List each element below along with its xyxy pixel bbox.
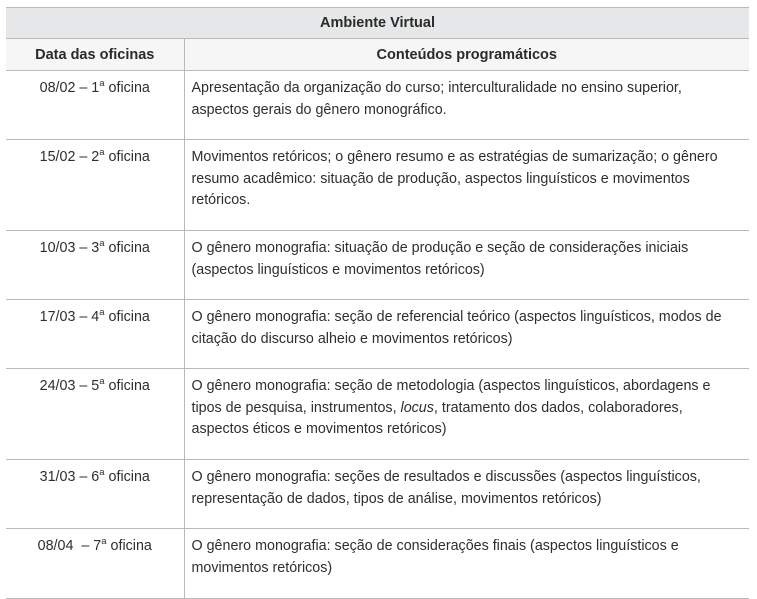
date-cell	[6, 71, 184, 140]
schedule-table-container	[6, 7, 749, 599]
date-label: oficina	[104, 149, 150, 165]
content-italic-term: locus	[400, 399, 434, 416]
content-cell: O gênero monografia: seção de considerações finais (aspectos linguísticos e movimentos retóricos)	[184, 529, 749, 599]
content-cell: O gênero monografia: seção de referencial teórico (aspectos linguísticos, modos de citação do discurso alheio e movimentos retóricos)	[184, 300, 749, 369]
ordinal-suffix: a	[99, 467, 105, 479]
date-label: oficina	[104, 378, 150, 394]
table-title-row	[6, 8, 749, 39]
date-label: oficina	[104, 80, 150, 96]
date-label: oficina	[106, 538, 152, 554]
date-label: oficina	[104, 469, 150, 485]
content-text: O gênero monografia: seção de metodologia (aspectos linguísticos, abordagens e tipos de pesquisa, instrumentos,	[191, 378, 711, 416]
content-cell: O gênero monografia: situação de produção e seção de considerações iniciais (aspectos linguísticos e movimentos retóricos)	[184, 231, 749, 300]
content-text: , tratamento dos dados, colaboradores, aspectos éticos e movimentos retóricos)	[191, 399, 683, 437]
table-row	[6, 369, 749, 460]
ordinal-suffix: a	[99, 78, 105, 90]
ordinal-suffix: a	[99, 376, 105, 388]
table-row	[6, 300, 749, 369]
ordinal-suffix: a	[99, 307, 105, 319]
ordinal-suffix: a	[99, 147, 105, 159]
content-cell	[184, 369, 749, 460]
table-row	[6, 529, 749, 599]
date-cell	[6, 460, 184, 529]
date-text: 31/03 – 6	[39, 469, 100, 485]
date-cell	[6, 231, 184, 300]
table-row	[6, 140, 749, 231]
table-row	[6, 460, 749, 529]
date-text: 17/03 – 4	[39, 309, 100, 325]
date-text: 15/02 – 2	[39, 149, 100, 165]
date-text: 24/03 – 5	[39, 378, 100, 394]
date-cell	[6, 300, 184, 369]
date-cell	[6, 369, 184, 460]
content-cell: Movimentos retóricos; o gênero resumo e as estratégias de sumarização; o gênero resumo acadêmico: situação de produção, aspectos linguísticos e movimentos retóricos.	[184, 140, 749, 231]
date-text: 08/04 – 7	[37, 538, 102, 554]
content-cell: O gênero monografia: seções de resultados e discussões (aspectos linguísticos, representação de dados, tipos de análise, movimentos retóricos)	[184, 460, 749, 529]
table-row	[6, 71, 749, 140]
column-header-content: Conteúdos programáticos	[184, 39, 749, 71]
schedule-table	[6, 7, 749, 599]
content-cell: Apresentação da organização do curso; interculturalidade no ensino superior, aspectos gerais do gênero monográfico.	[184, 71, 749, 140]
date-cell	[6, 140, 184, 231]
table-header-row	[6, 39, 749, 71]
date-text: 10/03 – 3	[39, 240, 100, 256]
ordinal-suffix: a	[99, 238, 105, 250]
column-header-date: Data das oficinas	[6, 39, 184, 71]
date-label: oficina	[104, 309, 150, 325]
date-cell	[6, 529, 184, 599]
table-title: Ambiente Virtual	[6, 8, 749, 39]
table-row	[6, 231, 749, 300]
date-text: 08/02 – 1	[39, 80, 100, 96]
date-label: oficina	[104, 240, 150, 256]
ordinal-suffix: a	[101, 536, 107, 548]
